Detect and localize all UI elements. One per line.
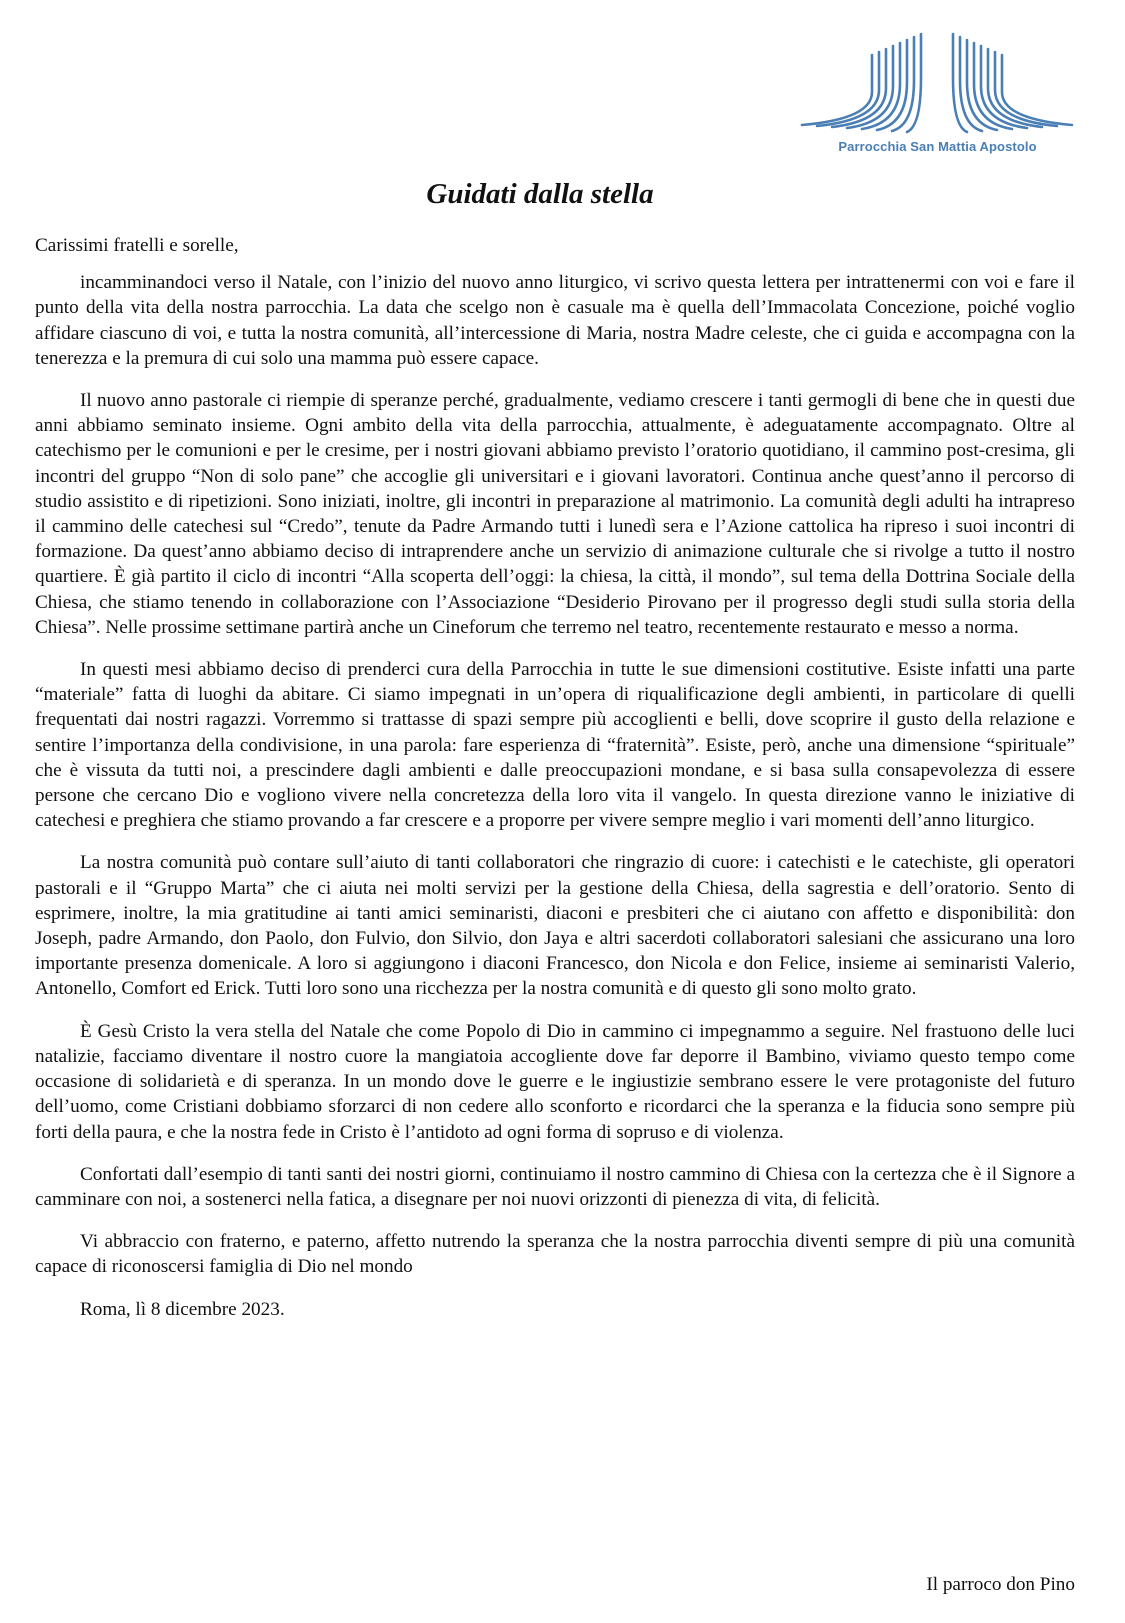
letter-body	[35, 233, 1075, 1322]
signature: Il parroco don Pino	[926, 1574, 1075, 1595]
paragraph-5: È Gesù Cristo la vera stella del Natale che come Popolo di Dio in cammino ci impegnammo a seguire. Nel frastuono delle luci natalizie, facciamo diventare il nostro cuore la mangiatoia accogliente dove far deporre il Bambino, viviamo questo tempo come occasione di solidarietà e di speranza. In un mondo dove le guerre e le ingiustizie sembrano essere le vere protagoniste del futuro dell’uomo, come Cristiani dobbiamo sforzarci di non cedere allo sconforto e ricordarci che la speranza e la fiducia sono sempre più forti della paura, e che la nostra fede in Cristo è l’antidoto ad ogni forma di sopruso e di violenza.	[35, 1020, 1075, 1143]
date-line: Roma, lì 8 dicembre 2023.	[80, 1298, 285, 1320]
logo-arch-line	[960, 37, 982, 131]
paragraph-1: incamminandoci verso il Natale, con l’inizio del nuovo anno liturgico, vi scrivo questa lettera per intrattenermi con voi e fare il punto della vita della nostra parrocchia. La data che scelgo non è casuale ma è quella dell’Immacolata Concezione, poiché voglio affidare ciascuno di voi, e tutta la nostra comunità, all’intercessione di Maria, nostra Madre celeste, che ci guida e accompagna con la tenerezza e la premura di cui solo una mamma può essere capace.	[35, 272, 1075, 369]
logo-text: Parrocchia San Mattia Apostolo	[838, 139, 1037, 154]
paragraph-2: Il nuovo anno pastorale ci riempie di speranze perché, gradualmente, vediamo crescere i tanti germogli di bene che in questi due anni abbiamo seminato insieme. Ogni ambito della vita della parrocchia, attualmente, è adeguatamente accompagnato. Oltre al catechismo per le comunioni e per le cresime, per i nostri giovani abbiamo previsto l’oratorio quotidiano, il cammino post-cresima, gli incontri del gruppo “Non di solo pane” che accoglie gli universitari e i giovani lavoratori. Continua anche quest’anno il percorso di studio assistito e di ripetizioni. Sono iniziati, inoltre, gli incontri in preparazione al matrimonio. La comunità degli adulti ha intrapreso il cammino delle catechesi sul “Credo”, tenute da Padre Armando tutti i lunedì sera e l’Azione cattolica ha ripreso i suoi incontri di formazione. Da quest’anno abbiamo deciso di intraprendere anche un servizio di animazione culturale che si rivolge a tutto il nostro quartiere. È già partito il ciclo di incontri “Alla scoperta dell’oggi: la chiesa, la città, il mondo”, sul tema della Dottrina Sociale della Chiesa, che stiamo tenendo in collaborazione con l’Associazione “Desiderio Pirovano per il progresso degli studi sulla storia della Chiesa”. Nelle prossime settimane partirà anche un Cineforum che terremo nel teatro, recentemente restaurato e messo a norma.	[35, 390, 1075, 638]
paragraph-7: Vi abbraccio con fraterno, e paterno, affetto nutrendo la speranza che la nostra parrocchia diventi sempre di più una comunità capace di riconoscersi famiglia di Dio nel mondo	[35, 1231, 1075, 1278]
paragraph-3: In questi mesi abbiamo deciso di prenderci cura della Parrocchia in tutte le sue dimensioni costitutive. Esiste infatti una parte “materiale” fatta di luoghi da abitare. Ci siamo impegnati in un’opera di riqualificazione degli ambienti, in particolare di quelli frequentati dai nostri ragazzi. Vorremmo si trattasse di spazi sempre più accoglienti e belli, dove scoprire il gusto della relazione e sentire l’importanza della condivisione, in una parola: fare esperienza di “fraternità”. Esiste, però, anche una dimensione “spirituale” che è vissuta da tutti noi, a prescindere dagli ambienti e dalle preoccupazioni mondane, e si basa sulla consapevolezza di essere persone che cercano Dio e vogliono vivere nella concretezza della loro vita il vangelo. In questa direzione vanno le iniziative di catechesi e preghiera che stiamo provando a far crescere e a proporre per vivere sempre meglio i vari momenti dell’anno liturgico.	[35, 659, 1075, 832]
salutation: Carissimi fratelli e sorelle,	[35, 235, 239, 256]
paragraph-6: Confortati dall’esempio di tanti santi dei nostri giorni, continuiamo il nostro cammino di Chiesa con la certezza che è il Signore a camminare con noi, a sostenerci nella fatica, a disegnare per noi nuovi orizzonti di pienezza di vita, di felicità.	[35, 1163, 1075, 1210]
paragraph-4: La nostra comunità può contare sull’aiuto di tanti collaboratori che ringrazio di cuore: i catechisti e le catechiste, gli operatori pastorali e il “Gruppo Marta” che ci aiuta nei molti servizi per la gestione della Chiesa, della sagrestia e dell’oratorio. Sento di esprimere, inoltre, la mia gratitudine ai tanti amici seminaristi, diaconi e presbiteri che ci aiutano con affetto e disponibilità: don Joseph, padre Armando, don Paolo, don Fulvio, don Silvio, don Jaya e altri sacerdoti collaboratori salesiani che assicurano una loro importante presenza domenicale. A loro si aggiungono i diaconi Francesco, don Nicola e don Felice, insieme ai seminaristi Valerio, Antonello, Comfort ed Erick. Tutti loro sono una ricchezza per la nostra comunità e di questo gli sono molto grato.	[35, 852, 1075, 1000]
parish-logo	[800, 20, 1075, 165]
arch-lines-icon	[800, 20, 1075, 145]
letter-title: Guidati dalla stella	[426, 178, 654, 210]
logo-arch-line	[892, 37, 914, 131]
